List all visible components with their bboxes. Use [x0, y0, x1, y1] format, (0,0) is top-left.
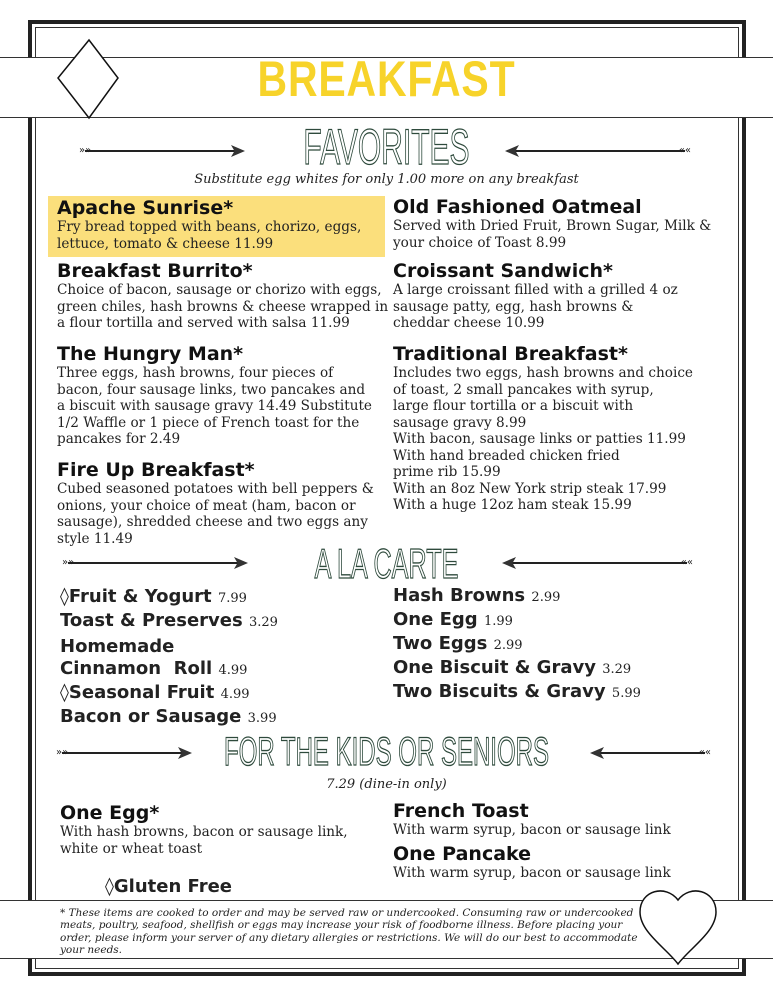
gluten-free-legend: ◊Gluten Free — [105, 876, 232, 897]
arrow-decoration: «« — [512, 562, 687, 564]
item-name: The Hungry Man* — [57, 343, 244, 365]
item-name: Cinnamon Roll — [60, 658, 213, 679]
kids-heading: FOR THE KIDS OR SENIORS — [224, 730, 549, 774]
favorites-heading: FAVORITES — [303, 119, 470, 175]
item-desc: Choice of bacon, sausage or chorizo with eggs, green chiles, hash browns & cheese wrapped in a flour tortilla and served with salsa 11.99 — [57, 282, 389, 331]
item-desc: Three eggs, hash browns, four pieces of bacon, four sausage links, two pancakes and a biscuit with sausage gravy 14.49 Substitute 1/2 Waffle or 1 piece of French toast for the pancakes for 2.49 — [57, 365, 372, 447]
item-desc: Includes two eggs, hash browns and choice of toast, 2 small pancakes with syrup, large flour tortilla or a biscuit with sausage gravy 8.99 — [393, 365, 693, 431]
item-price: 4.99 — [218, 663, 248, 678]
item-extra: With an 8oz New York strip steak 17.99 — [393, 480, 667, 497]
item-price: 5.99 — [611, 686, 641, 701]
a-la-carte-item — [60, 705, 277, 731]
a-la-carte-item — [60, 609, 278, 635]
item-name: Two Biscuits & Gravy — [393, 681, 606, 702]
a-la-carte-item — [393, 632, 523, 658]
item-name: Two Eggs — [393, 633, 488, 654]
item-name: Homemade — [60, 636, 175, 657]
item-desc: A large croissant filled with a grilled 4 oz sausage patty, egg, hash browns & cheddar cheese 10.99 — [393, 282, 678, 331]
a-la-carte-item — [60, 635, 174, 659]
item-desc: Served with Dried Fruit, Brown Sugar, Milk & your choice of Toast 8.99 — [393, 218, 712, 251]
a-la-carte-item — [60, 657, 247, 683]
a-la-carte-item — [393, 656, 631, 682]
menu-item — [57, 260, 389, 332]
item-price: 3.29 — [248, 615, 278, 630]
item-name: Bacon or Sausage — [60, 706, 242, 727]
item-name: One Egg — [393, 609, 478, 630]
item-name: Fire Up Breakfast* — [57, 459, 255, 481]
item-name: Traditional Breakfast* — [393, 343, 628, 365]
menu-item — [393, 843, 723, 882]
menu-item — [57, 197, 387, 252]
egg-whites-note: Substitute egg whites for only 1.00 more on any breakfast — [194, 172, 579, 187]
arrow-decoration: «« — [600, 752, 705, 754]
item-price: 1.99 — [483, 614, 513, 629]
a-la-carte-item — [393, 680, 641, 706]
kids-price-note: 7.29 (dine-in only) — [326, 777, 447, 792]
item-price: 7.99 — [217, 591, 247, 606]
item-extra: With bacon, sausage links or patties 11.99 — [393, 431, 686, 447]
item-desc: With warm syrup, bacon or sausage link — [393, 865, 671, 881]
item-price: 2.99 — [531, 590, 561, 605]
item-extra: With a huge 12oz ham steak 15.99 — [393, 497, 632, 513]
item-name: ◊Seasonal Fruit — [60, 682, 215, 703]
a-la-carte-item — [393, 608, 513, 634]
a-la-carte-item — [60, 585, 247, 611]
item-name: One Biscuit & Gravy — [393, 657, 596, 678]
a-la-carte-heading: A LA CARTE — [314, 540, 459, 587]
item-name: One Egg* — [60, 802, 160, 824]
item-price: 3.29 — [602, 662, 632, 677]
menu-item — [393, 343, 693, 514]
page-title: BREAKFAST — [257, 51, 516, 107]
a-la-carte-item — [60, 681, 250, 707]
item-price: 4.99 — [220, 687, 250, 702]
item-name: Breakfast Burrito* — [57, 260, 253, 282]
item-name: Toast & Preserves — [60, 610, 243, 631]
menu-item — [393, 260, 683, 332]
item-desc: Fry bread topped with beans, chorizo, eggs, lettuce, tomato & cheese 11.99 — [57, 219, 362, 252]
item-name: Old Fashioned Oatmeal — [393, 196, 642, 218]
menu-item — [393, 800, 723, 839]
item-extra: With hand breaded chicken fried prime rib 15.99 — [393, 447, 620, 480]
menu-item — [60, 802, 380, 857]
item-name: French Toast — [393, 800, 529, 822]
item-desc: With hash browns, bacon or sausage link, white or wheat toast — [60, 824, 348, 857]
item-name: ◊Fruit & Yogurt — [60, 586, 212, 607]
item-desc: Cubed seasoned potatoes with bell peppers & onions, your choice of meat (ham, bacon or sausage), shredded cheese and two eggs any style 11.49 — [57, 481, 374, 547]
menu-item — [57, 459, 382, 547]
arrow-decoration: »» — [62, 752, 182, 754]
a-la-carte-item — [393, 584, 560, 610]
arrow-decoration: »» — [68, 562, 238, 564]
item-name: Hash Browns — [393, 585, 526, 606]
arrow-decoration: »» — [85, 150, 235, 152]
item-name: Apache Sunrise* — [57, 197, 234, 219]
menu-item — [57, 343, 375, 448]
food-safety-disclaimer: * These items are cooked to order and may be served raw or undercooked. Consuming raw or undercooked meats, poultry, seafood, shellfish or eggs may increase your risk of foodborne illness. Before placing your order, please inform your server of any dietary allergies or restrictions. We will do our best to accommodate your needs. — [60, 907, 638, 956]
item-price: 2.99 — [493, 638, 523, 653]
item-name: One Pancake — [393, 843, 532, 865]
item-name: Croissant Sandwich* — [393, 260, 613, 282]
item-price: 3.99 — [247, 711, 277, 726]
arrow-decoration: «« — [515, 150, 685, 152]
item-desc: With warm syrup, bacon or sausage link — [393, 822, 671, 838]
menu-item — [393, 196, 713, 251]
